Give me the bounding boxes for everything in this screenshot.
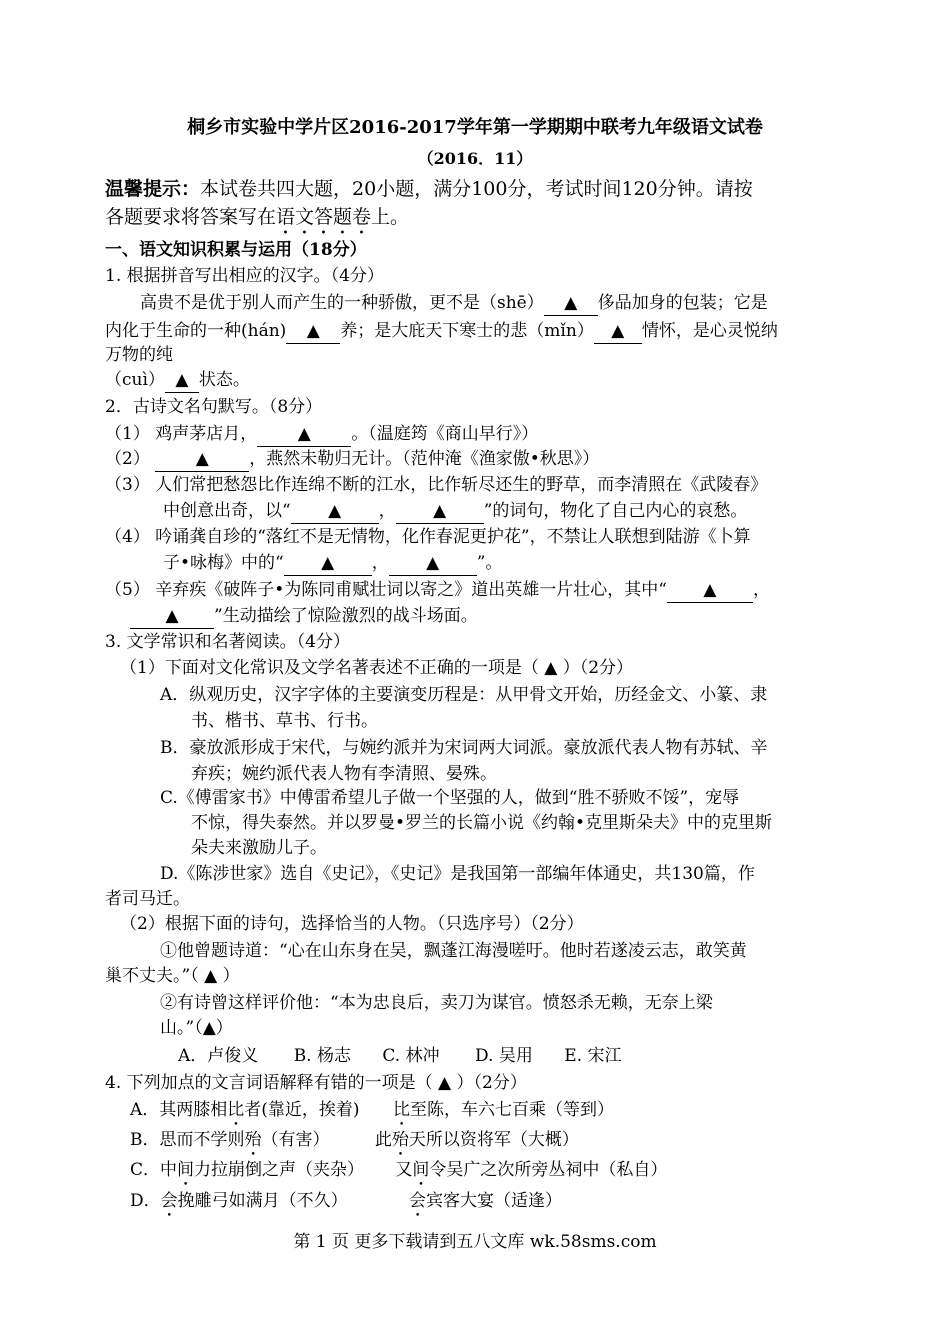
q2-text: ，燕然未勒归无计。（范仲淹《渔家傲•秋思》） [249, 449, 600, 469]
q4-text: C．中 [130, 1160, 178, 1180]
q4-text: 此 [374, 1130, 392, 1150]
q4-dotted-word: 比 [227, 1100, 245, 1120]
q2-text: 中创意出奇，以“ [163, 501, 291, 521]
q3-choice-e: E. 宋江 [564, 1046, 622, 1066]
q3-sub-2: （2）根据下面的诗句，选择恰当的人物。（只选序号）（2分） [120, 914, 584, 934]
q2-item-3-line-1: （3） 人们常把愁怨比作连绵不断的江水，比作斩尽还生的野草，而李清照在《武陵春》 [105, 475, 768, 495]
q4-text: A．其两膝相 [130, 1100, 228, 1120]
q2-item-2 [105, 447, 599, 472]
q2-text: （5） 辛弃疾《破阵子•为陈同甫赋壮词以寄之》道出英雄一片壮心，其中“ [105, 580, 667, 600]
tip-label: 温馨提示： [105, 178, 201, 200]
q1-text: 高贵不是优于别人而产生的一种骄傲，更不是（shē） [140, 293, 544, 313]
q1-blank-han: ▲ [286, 319, 340, 344]
q3-option-b-line-2: 弃疾；婉约派代表人物有李清照、晏殊。 [191, 764, 497, 784]
q2-item-5-line-1 [105, 578, 770, 603]
q4-text: ）（2分） [456, 1073, 527, 1093]
q4-option-b [130, 1128, 579, 1160]
q4-text: 令吴广之次所旁丛祠中（私自） [429, 1160, 668, 1180]
q4-dotted-word: 殆 [244, 1130, 262, 1150]
q1-text: 内化于生命的一种(hán) [105, 321, 287, 341]
q2-item-4-line-2 [163, 551, 502, 576]
q2-text: ”生动描绘了惊险激烈的战斗场面。 [214, 606, 478, 626]
q2-text: ， [378, 501, 396, 521]
q3-item-1-line-1: ①他曾题诗道：“心在山东身在吴，飘蓬江海漫嗟吁。他时若遂凌云志，敢笑黄 [160, 941, 747, 961]
q1-line-1 [140, 291, 768, 316]
tip-text-answer-sheet: 语文答题卷 [276, 206, 372, 228]
q4-text: （有害） [261, 1130, 330, 1150]
tip-text-2a: 各题要求将答案写在 [105, 206, 277, 228]
q3-blank-1: ▲ [544, 658, 558, 678]
q1-blank-min: ▲ [594, 319, 642, 344]
q2-item-3-line-2 [163, 499, 747, 524]
tip-line-1 [105, 176, 753, 202]
q3-choice-c: C. 林冲 [382, 1046, 440, 1066]
q4-option-d [130, 1189, 562, 1221]
q3-sub-1 [120, 656, 633, 680]
q2-blank-4b: ▲ [389, 551, 477, 576]
q3-option-b-line-1: B．豪放派形成于宋代，与婉约派并为宋词两大词派。豪放派代表人物有苏轼、辛 [160, 738, 768, 758]
q3-choice-b: B. 杨志 [293, 1046, 351, 1066]
q4-dotted-word: 会 [409, 1191, 427, 1211]
q2-blank-5b: ▲ [130, 604, 214, 629]
q3-choices [178, 1044, 622, 1068]
q3-text: 巢不丈夫。”（ [105, 966, 199, 986]
q3-text: （1）下面对文化常识及文学名著表述不正确的一项是（ [120, 658, 539, 678]
q2-blank-2: ▲ [155, 447, 249, 472]
q1-text: 情怀，是心灵悦纳 [641, 321, 778, 341]
q4-text: 者(靠近，挨着) [244, 1100, 360, 1120]
q3-text: 山。”（ [160, 1018, 203, 1038]
q3-blank-2: ▲ [204, 966, 218, 986]
q3-text: ）（2分） [562, 658, 634, 678]
q3-option-d-line-2: 者司马迁。 [105, 889, 190, 909]
tip-line-2 [105, 204, 409, 239]
exam-date: （2016．11） [417, 149, 533, 168]
q4-text: 至陈，车六七百乘（等到） [409, 1100, 614, 1120]
q1-text: （cuì） [105, 370, 165, 390]
q4-text: B．思而不学则 [130, 1130, 245, 1150]
q3-option-d-line-1: D.《陈涉世家》选自《史记》，《史记》是我国第一部编年体通史，共130篇，作 [160, 864, 755, 884]
q2-item-1 [105, 422, 538, 447]
q2-blank-4a: ▲ [284, 551, 372, 576]
q4-heading [105, 1071, 527, 1095]
q3-choice-a: A．卢俊义 [178, 1046, 259, 1066]
q2-text: ”。 [476, 553, 503, 573]
q4-blank: ▲ [438, 1073, 452, 1093]
q4-dotted-word: 间 [177, 1160, 195, 1180]
tip-text-2c: 上。 [371, 206, 410, 228]
q1-text: 状态。 [198, 370, 250, 390]
q3-item-1-line-2 [105, 964, 240, 988]
q4-text: 力拉崩倒之声（夹杂） [194, 1160, 365, 1180]
q2-text: （2） [105, 449, 150, 469]
q1-line-4 [105, 368, 250, 393]
q4-text: 又 [395, 1160, 413, 1180]
q4-dotted-word: 间 [412, 1160, 430, 1180]
q3-option-c-line-3: 朵夫来激励儿子。 [191, 838, 327, 858]
q4-dotted-word: 比 [392, 1100, 410, 1120]
q2-text: ”的词句，物化了自己内心的哀愁。 [483, 501, 748, 521]
q3-item-2-line-2 [160, 1016, 233, 1040]
q2-item-4-line-1: （4） 吟诵龚自珍的“落红不是无情物，化作春泥更护花”，不禁让人联想到陆游《卜算 [105, 527, 751, 547]
q2-blank-1: ▲ [257, 422, 351, 447]
q3-blank-3: ▲ [202, 1018, 216, 1038]
q3-option-c-line-2: 不惊，得失泰然。并以罗曼•罗兰的长篇小说《约翰•克里斯朵夫》中的克里斯 [191, 813, 773, 833]
exam-title: 桐乡市实验中学片区2016-2017学年第一学期期中联考九年级语文试卷 [187, 117, 763, 138]
tip-text-1: 本试卷共四大题，20小题，满分100分，考试时间120分钟。请按 [200, 178, 753, 200]
q2-text: ， [752, 580, 770, 600]
q2-text: 。（温庭筠《商山早行》） [351, 424, 539, 444]
q1-blank-cui: ▲ [165, 368, 199, 393]
q4-text: 宾客大宴（适逢） [426, 1191, 563, 1211]
q1-line-2 [105, 319, 778, 344]
q1-text: 侈品加身的包装；它是 [597, 293, 768, 313]
q1-line-3: 万物的纯 [105, 345, 173, 365]
q2-item-5-line-2 [130, 604, 478, 629]
q3-text: ） [222, 966, 240, 986]
q4-option-a [130, 1098, 614, 1130]
q3-heading: 3. 文学常识和名著阅读。（4分） [105, 632, 350, 652]
q3-option-a-line-1: A．纵观历史，汉字字体的主要演变历程是：从甲骨文开始，历经金文、小篆、隶 [160, 685, 768, 705]
q3-option-c-line-1: C.《傅雷家书》中傅雷希望儿子做一个坚强的人，做到“胜不骄败不馁”，宠辱 [160, 788, 740, 808]
q1-heading: 1. 根据拼音写出相应的汉字。（4分） [105, 266, 384, 286]
q3-choice-d: D. 吴用 [475, 1046, 533, 1066]
q4-dotted-word: 殆 [391, 1130, 409, 1150]
q3-option-a-line-2: 书、楷书、草书、行书。 [191, 711, 378, 731]
section-1-heading: 一、语文知识积累与运用（18分） [105, 240, 367, 260]
q4-text: D． [130, 1191, 161, 1211]
q4-dotted-word: 会 [160, 1191, 178, 1211]
q4-text: 挽雕弓如满月（不久） [177, 1191, 348, 1211]
q4-option-c [130, 1158, 667, 1190]
q2-blank-3a: ▲ [291, 499, 379, 524]
q2-text: 子•咏梅》中的“ [163, 553, 284, 573]
q2-blank-5a: ▲ [667, 578, 753, 603]
page-footer: 第 1 页 更多下载请到五八文库 wk.58sms.com [293, 1232, 657, 1252]
q2-text: （1） 鸡声茅店月， [105, 424, 258, 444]
q1-blank-she: ▲ [544, 291, 598, 316]
q1-text: 养；是大庇天下寒士的悲（mǐn） [340, 321, 594, 341]
q2-heading: 2．古诗文名句默写。（8分） [105, 397, 323, 417]
q2-blank-3b: ▲ [396, 499, 484, 524]
q3-item-2-line-1: ②有诗曾这样评价他：“本为忠良后，卖刀为谋官。愤怒杀无赖，无奈上梁 [160, 993, 713, 1013]
q4-text: 4. 下列加点的文言词语解释有错的一项是（ [105, 1073, 433, 1093]
q3-text: ） [215, 1018, 233, 1038]
q4-text: 天所以资将军（大概） [408, 1130, 579, 1150]
q2-text: ， [371, 553, 389, 573]
